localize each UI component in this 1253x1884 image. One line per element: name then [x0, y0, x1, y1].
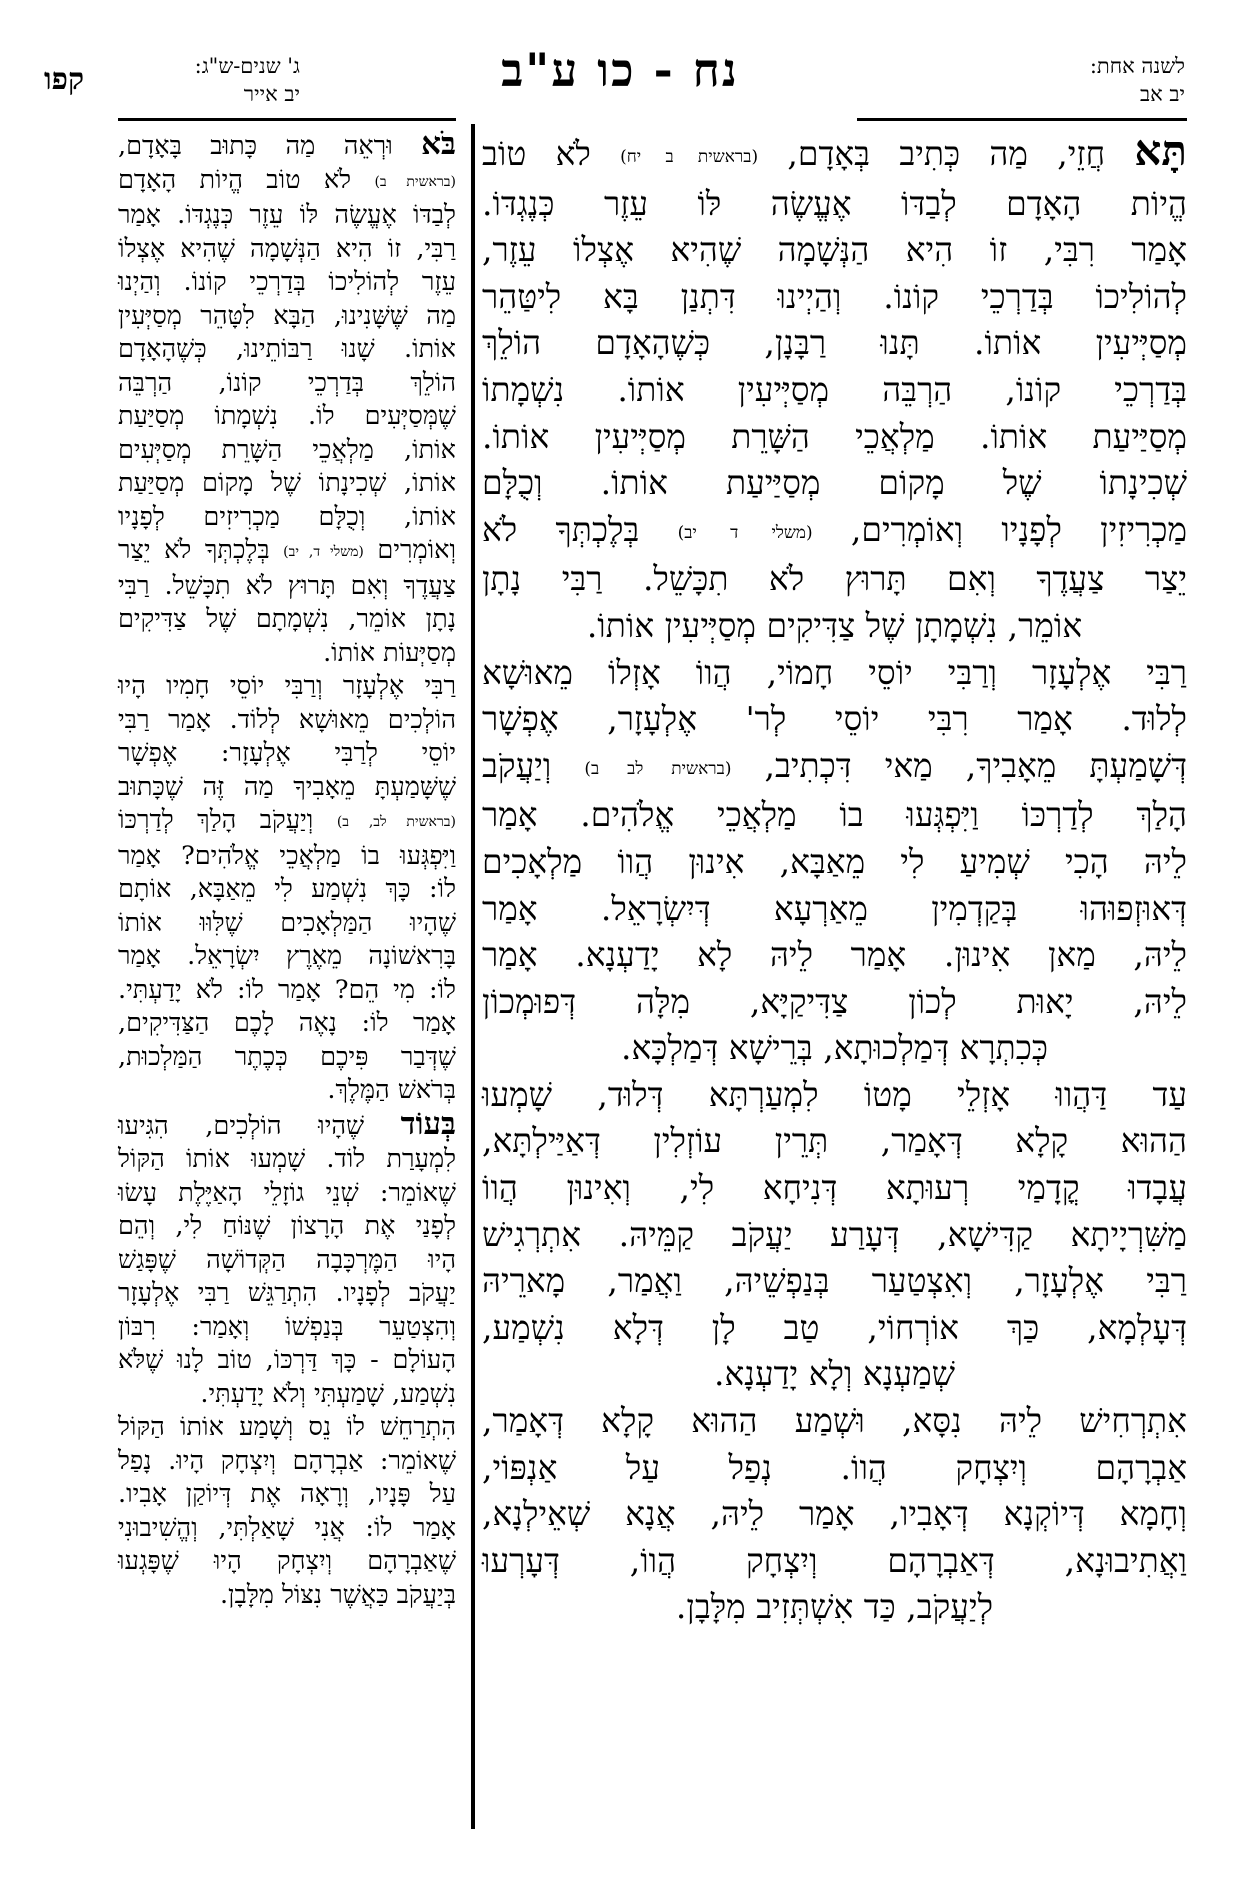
main-line	[482, 1445, 1187, 1492]
translation-line	[118, 434, 456, 468]
main-citation: (משלי ד יב)	[677, 522, 813, 543]
translation-text: לְפָנַי אֶת הָרָצוֹן שֶׁנּוֹחַ לִי, וְהֵם	[118, 1211, 456, 1241]
translation-text: מְסַיְּעוֹת אוֹתוֹ.	[323, 637, 456, 668]
main-text: לֵיהּ הָכִי שְׁמִיעַ לִי מֵאַבָּא, אִינוּן הֲווֹ מַלְאָכִים	[482, 841, 1187, 881]
main-text: מַשִּׁרְיָיתָא קַדִּישָׁא, דְּעָרַע יַעֲקֹב קַמֵּיהּ. אִתְרְגִישׁ	[482, 1214, 1187, 1254]
main-text: לְיַעֲקֹב, כַּד אִשְׁתְּזִיב מִלָּבָן.	[675, 1587, 994, 1627]
page-number: קפו	[43, 62, 85, 97]
translation-text: שֶׁשָּׁמַעְתָּ מֵאָבִיךָ מַה זֶּה שֶׁכָּתוּב	[118, 771, 456, 802]
main-text: מְסַיְּיעִין אוֹתוֹ. תָּנוּ רַבָּנָן, כְּשֶׁהָאָדָם הוֹלֵךְ	[482, 323, 1187, 363]
translation-text: שֶׁהָיוּ הוֹלְכִים, הִגִּיעוּ	[118, 1110, 401, 1141]
translation-text: אוֹתוֹ. שָׁנוּ רַבּוֹתֵינוּ, כְּשֶׁהָאָדָם	[118, 334, 456, 364]
translation-text: שֶׁהָיוּ הַמַּלְאָכִים שֶׁלִּוּוּ אוֹתוֹ	[118, 907, 456, 938]
translation-text: שֶׁאַבְרָהָם וְיִצְחָק הָיוּ שֶׁפָּגְעוּ	[118, 1546, 456, 1576]
translation-text: לְבַדּוֹ אֶעֱשֶׂה לּוֹ עֵזֶר כְּנֶגְדּוֹ. אָמַר	[118, 200, 456, 230]
translation-text: וּרְאֵה מַה כָּתוּב בָּאָדָם,	[118, 131, 422, 161]
main-line	[482, 274, 1187, 321]
translation-text: בְּרֹאשׁ הַמֶּלֶךְ.	[327, 1075, 456, 1105]
translation-line	[118, 266, 456, 300]
main-text: וְחָמָא דְּיוֹקְנָא דְּאָבִיו, אָמַר לֵיהּ, אֲנָא שְׁאֵילְנָא,	[482, 1494, 1187, 1534]
translation-line	[118, 637, 456, 671]
main-text: רַבִּי אֶלְעָזָר, וְאִצְטַעַר בְּנַפְשֵׁיהּ, וַאֲמַר, מָארֵיהּ	[482, 1261, 1187, 1301]
translation-text: לִמְעָרַת לוֹד. שָׁמְעוּ אוֹתוֹ הַקּוֹל	[118, 1144, 456, 1174]
translation-citation: (בראשית ב)	[374, 173, 456, 190]
translation-line	[118, 1244, 456, 1278]
translation-line	[118, 1143, 456, 1177]
translation-text: רַבִּי, זוֹ הִיא הַנְּשָׁמָה שֶׁהִיא אֶצְלוֹ	[118, 233, 456, 264]
translation-line	[118, 940, 456, 974]
main-line	[482, 932, 1187, 979]
main-text: אַבְרָהָם וְיִצְחָק הֲווֹ. נְפַל עַל אַנְפּוֹי,	[482, 1447, 1187, 1487]
translation-line	[118, 1378, 456, 1412]
main-text: הֱיוֹת הָאָדָם לְבַדּוֹ אֶעֱשֶׂה לּוֹ עֵזֶר כְּנֶגְדּוֹ.	[482, 183, 1187, 223]
translation-line	[118, 1311, 456, 1345]
translation-line	[118, 1445, 456, 1479]
main-text: אוֹמֵר, נִשְׁמָתָן שֶׁל צַדִּיקִים מְסַיְּיעִין אוֹתוֹ.	[586, 605, 1083, 645]
translation-text: וַיִּפְגְּעוּ בוֹ מַלְאֲכֵי אֱלֹהִים? אָמַר	[118, 840, 456, 871]
translation-line	[118, 1074, 456, 1108]
header-title-block	[430, 40, 810, 110]
translation-line	[118, 907, 456, 941]
main-line	[482, 979, 1187, 1026]
main-line	[482, 603, 1187, 650]
translation-line	[118, 570, 456, 604]
header-left-bottom: יב אייר	[243, 82, 300, 106]
translation-line	[118, 840, 456, 874]
translation-text: שֶׁמְּסַיְּעִים לוֹ. נִשְׁמָתוֹ מְסַיַּעַת	[118, 401, 456, 431]
main-text: וְיַעֲקֹב	[482, 745, 585, 785]
main-text: אִתְרְחִישׁ לֵיהּ נִסָּא, וּשְׁמַע הַהוּא קָלָא דְּאָמַר,	[482, 1401, 1187, 1441]
main-text: אָמַר רִבִּי, זוֹ הִיא הַנְּשָׁמָה שֶׁהִיא אֶצְלוֹ עֵזֶר,	[482, 230, 1187, 270]
translation-text: וְיַעֲקֹב הָלַךְ לְדַרְכּוֹ	[118, 805, 337, 835]
main-text: כְּכִתְרָא דְּמַלְכוּתָא, בְּרֵישָׁא דְּמַלְכָּא.	[621, 1028, 1048, 1068]
translation-line	[118, 670, 456, 704]
main-line	[482, 650, 1187, 697]
translation-citation: (בראשית לב, ב)	[336, 814, 456, 830]
main-line	[482, 1165, 1187, 1212]
translation-text: עַל פָּנָיו, וְרָאָה אֶת דְּיוֹקַן אָבִיו.	[118, 1479, 456, 1509]
translation-line	[118, 164, 456, 200]
main-text: בְּדַרְכֵי קוֹנוֹ, הַרְבֵּה מְסַיְּיעִין אוֹתוֹ. נִשְׁמָתוֹ	[482, 369, 1187, 409]
main-text: לְלוּד. אָמַר רִבִּי יוֹסֵי לְר' אֶלְעָזָר, אֶפְשָׁר	[482, 699, 1187, 739]
translation-text: שֶׁאוֹמֵר: אַבְרָהָם וְיִצְחָק הָיוּ. נָפַל	[118, 1445, 456, 1476]
main-line	[482, 1398, 1187, 1445]
translation-text: רַבִּי אֶלְעָזָר וְרַבִּי יוֹסֵי חָמִיו הָיוּ	[118, 671, 456, 701]
page-number-block	[24, 62, 104, 132]
translation-text: אָמַר לוֹ: אֲנִי שָׁאַלְתִּי, וְהֱשִׁיבוּנִי	[118, 1512, 456, 1543]
main-line	[482, 460, 1187, 507]
translation-text: צַעֲדֶךָ וְאִם תָּרוּץ לֹא תִכָּשֵׁל. רַבִּי	[118, 570, 456, 601]
translation-text: לוֹ: מִי הֵם? אָמַר לוֹ: לֹא יָדַעְתִּי.	[118, 974, 456, 1005]
translation-line	[118, 1579, 456, 1613]
translation-text: הָיוּ הַמֶּרְכָּבָה הַקְּדוֹשָׁה שֶׁפָּגַשׁ	[118, 1244, 456, 1275]
main-line	[482, 792, 1187, 839]
main-line	[482, 128, 1187, 181]
translation-line	[118, 873, 456, 907]
main-line	[482, 839, 1187, 886]
main-text: רַבִּי אֶלְעָזָר וְרַבִּי יוֹסֵי חָמוֹי, הֲווֹ אָזְלוֹ מֵאוּשָׁא	[482, 652, 1187, 692]
main-line	[482, 1491, 1187, 1538]
translation-text: בְּלֶכְתְּךָ לֹא יֵצַר	[118, 535, 284, 565]
translation-line	[118, 1344, 456, 1378]
main-line	[482, 1072, 1187, 1119]
main-text: חֲזֵי, מַה כְּתִיב בְּאָדָם,	[758, 134, 1135, 173]
main-text: דְּעָלְמָא, כַּךְ אוֹרְחוֹי, טַב לָן דְּלָא נִשְׁמַע,	[482, 1307, 1187, 1347]
main-line	[482, 696, 1187, 743]
main-text: עֲבָדוּ קֳדָמַי רְעוּתָא דְּנִיחָא לִי, וְאִינוּן הֲווֹ	[482, 1168, 1187, 1208]
translation-line	[118, 804, 456, 840]
main-line	[482, 367, 1187, 414]
translation-line	[118, 603, 456, 637]
translation-text: נָתָן אוֹמֵר, נִשְׁמָתָם שֶׁל צַדִּיקִים	[118, 604, 456, 634]
translation-line	[118, 233, 456, 267]
main-text: מַכְרִיזִין לְפָנָיו וְאוֹמְרִים,	[812, 509, 1188, 549]
translation-column	[118, 128, 456, 1612]
main-text: שְׁכִינָתוֹ שֶׁל מָקוֹם מְסַיַּיעַת אוֹתוֹ. וְכֻלָּם	[482, 463, 1187, 503]
translation-line	[118, 704, 456, 738]
translation-line	[118, 300, 456, 334]
translation-line	[118, 1277, 456, 1311]
translation-text: בְּיַעֲקֹב כַּאֲשֶׁר נִצּוֹל מִלָּבָן.	[219, 1579, 456, 1610]
translation-line	[118, 534, 456, 570]
header-right-top: לשנה אחת:	[1089, 54, 1185, 78]
translation-text: לוֹ: כָּךְ נִשְׁמַע לִי מֵאַבָּא, אוֹתָם	[118, 874, 456, 904]
main-text: דְּשָׁמַעְתָּ מֵאָבִיךָ, מַאי דִּכְתִיב,	[731, 745, 1187, 785]
translation-text: אוֹתוֹ, שְׁכִינָתוֹ שֶׁל מָקוֹם מְסַיַּעַת	[118, 468, 456, 498]
main-line	[482, 556, 1187, 603]
translation-text: הִתְרַחֵשׁ לוֹ נֵס וְשָׁמַע אוֹתוֹ הַקּוֹל	[118, 1412, 456, 1442]
translation-text: הָעוֹלָם - כָּךְ דַּרְכּוֹ, טוֹב לָנוּ שֶׁלֹּא	[118, 1345, 456, 1375]
translation-text: אוֹתוֹ, מַלְאֲכֵי הַשָּׁרֵת מְסַיְּעִים	[118, 434, 456, 465]
translation-line	[118, 501, 456, 535]
translation-line	[118, 199, 456, 233]
translation-opening-word: בֹּא	[421, 126, 456, 162]
translation-line	[118, 333, 456, 367]
translation-citation: (משלי ד, יב)	[283, 544, 364, 560]
main-text: מְסַיַּיעַת אוֹתוֹ. מַלְאֲכֵי הַשָּׁרֵת מְסַיְּיעִין אוֹתוֹ.	[482, 416, 1187, 456]
main-text: וַאֲתִיבוּנָא, דְּאַבְרָהָם וְיִצְחָק הֲווֹ, דְּעָרְעוּ	[482, 1540, 1187, 1580]
main-text: עַד דַּהֲווּ אָזְלֵי מָטוֹ לִמְעַרְתָּא דְּלוּד, שָׁמְעוּ	[482, 1074, 1187, 1114]
main-text: לְהוֹלִיכוֹ בְּדַרְכֵי קוֹנוֹ. וְהַיְינוּ דִּתְנַן בָּא לִיטַּהֵר	[482, 276, 1187, 316]
main-text: בְּלֶכְתְּךָ לֹא	[482, 509, 678, 549]
main-line	[482, 320, 1187, 367]
translation-line	[118, 1041, 456, 1075]
main-line	[482, 1351, 1187, 1398]
translation-line	[118, 737, 456, 771]
main-citation: (בראשית לב ב)	[584, 758, 732, 779]
translation-text: הוֹלֵךְ בְּדַרְכֵי קוֹנוֹ, הַרְבֵּה	[118, 367, 456, 398]
main-opening-word: תָּא	[1134, 126, 1187, 175]
translation-opening-word: בְּעוֹד	[400, 1105, 456, 1142]
header-rule-left	[118, 118, 456, 121]
translation-text: עֵזֶר לְהוֹלִיכוֹ בְּדַרְכֵי קוֹנוֹ. וְהַיְנוּ	[118, 267, 456, 297]
translation-line	[118, 400, 456, 434]
main-line	[482, 1305, 1187, 1352]
translation-line	[118, 367, 456, 401]
header-left-top: ג' שנים-ש"ג:	[194, 54, 300, 78]
main-line	[482, 414, 1187, 461]
main-text: יֵצַר צַעֲדֶךָ וְאִם תָּרוּץ לֹא תִכָּשֵׁל. רַבִּי נָתָן	[482, 559, 1187, 599]
main-text: לֵיהּ, יָאוּת לְכוֹן צַדִּיקַיָּא, מִלָּה דְּפוּמְכוֹן	[482, 981, 1187, 1021]
translation-line	[118, 1411, 456, 1445]
translation-line	[118, 1210, 456, 1244]
translation-text: יוֹסֵי לְרַבִּי אֶלְעָזָר: אֶפְשָׁר	[118, 738, 456, 768]
translation-line	[118, 1545, 456, 1579]
main-line	[482, 1258, 1187, 1305]
main-line	[482, 1212, 1187, 1259]
main-text: הַהוּא קָלָא דְּאָמַר, תְּרֵין עוֹזְלִין דְּאַיַּילְתָּא,	[482, 1121, 1187, 1161]
translation-line	[118, 771, 456, 805]
translation-text: לֹא טוֹב הֱיוֹת הָאָדָם	[118, 164, 375, 195]
translation-text: נִשְׁמַע, שָׁמַעְתִּי וְלֹא יָדַעְתִּי.	[200, 1378, 456, 1409]
translation-line	[118, 1007, 456, 1041]
translation-text: אָמַר לוֹ: נָאֶה לָכֶם הַצַּדִּיקִים,	[118, 1008, 456, 1038]
main-text: דְּאוּזְפוּהוּ בְּקַדְמִין מֵאַרְעָא דְּיִשְׂרָאֵל. אָמַר	[482, 888, 1187, 928]
header-schedule-one-year	[995, 52, 1185, 122]
translation-text: מַה שֶּׁשָּׁנִינוּ, הַבָּא לִטָּהֵר מְסַיְּעִין	[118, 300, 456, 331]
main-line	[482, 886, 1187, 933]
translation-line	[118, 1177, 456, 1211]
column-divider	[471, 124, 475, 1829]
translation-line	[118, 1512, 456, 1546]
translation-text: וְהִצְטַעֵר בְּנַפְשׁוֹ וְאָמַר: רִבּוֹן	[118, 1311, 456, 1342]
translation-text: יַעֲקֹב לְפָנָיו. הִתְרַגֵּשׁ רַבִּי אֶלְעָזָר	[118, 1278, 456, 1308]
main-citation: (בראשית ב יח)	[620, 147, 759, 167]
main-line	[482, 507, 1187, 557]
header-right-bottom: יב אב	[1139, 82, 1185, 106]
translation-text: וְאוֹמְרִים	[363, 535, 456, 565]
translation-line	[118, 467, 456, 501]
main-text: לֵיהּ, מַאן אִינוּן. אָמַר לֵיהּ לָא יָדַעְנָא. אָמַר	[482, 935, 1187, 975]
translation-line	[118, 128, 456, 164]
translation-line	[118, 974, 456, 1008]
main-line	[482, 1538, 1187, 1585]
main-text-column	[482, 128, 1187, 1631]
header-schedule-three-years	[100, 52, 300, 122]
main-line	[482, 1025, 1187, 1072]
header-rule-right	[857, 118, 1187, 121]
main-text: שְׁמַעְנָא וְלָא יָדַעְנָא.	[713, 1354, 956, 1394]
main-line	[482, 1118, 1187, 1165]
main-line	[482, 743, 1187, 793]
translation-text: בָּרִאשׁוֹנָה מֵאֶרֶץ יִשְׂרָאֵל. אָמַר	[118, 941, 456, 971]
translation-text: שֶׁדְּבַר פִּיכֶם כְּכֶתֶר הַמַּלְכוּת,	[118, 1041, 456, 1072]
main-text: לֹא טוֹב	[482, 134, 621, 173]
page-title: נח - כו ע"ב	[501, 43, 739, 97]
main-text: הָלַךְ לְדַרְכּוֹ וַיִּפְגְּעוּ בוֹ מַלְאֲכֵי אֱלֹהִים. אָמַר	[482, 795, 1187, 835]
main-line	[482, 1584, 1187, 1631]
translation-line	[118, 1478, 456, 1512]
translation-text: שֶׁאוֹמֵר: שְׁנֵי גוֹזָלֵי הָאַיֶּלֶת עָשׂוּ	[118, 1177, 456, 1208]
translation-line	[118, 1105, 456, 1144]
translation-text: אוֹתוֹ, וְכֻלָּם מַכְרִיזִים לְפָנָיו	[118, 501, 456, 532]
main-line	[482, 227, 1187, 274]
main-line	[482, 181, 1187, 228]
translation-text: הוֹלְכִים מֵאוּשָׁא לְלוֹד. אָמַר רַבִּי	[118, 704, 456, 735]
